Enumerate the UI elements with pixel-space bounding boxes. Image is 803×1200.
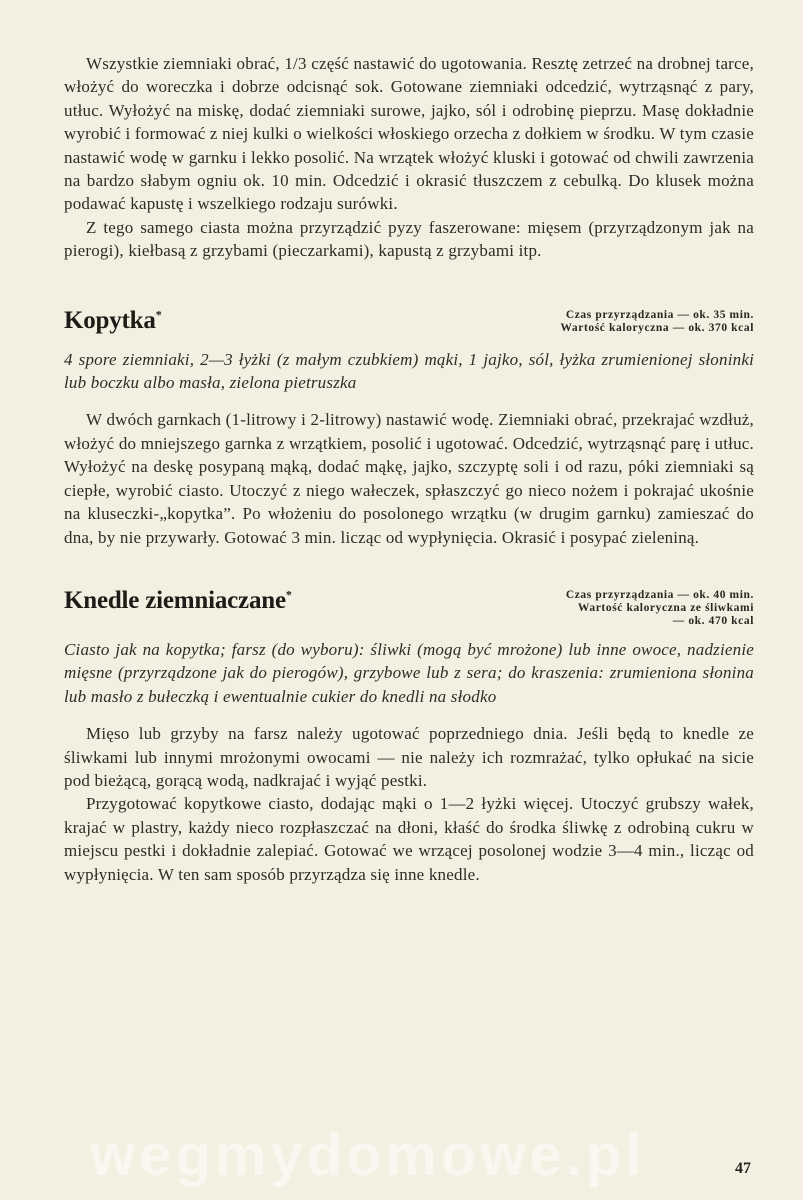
- asterisk-mark: *: [285, 587, 292, 602]
- calories: Wartość kaloryczna — ok. 370 kcal: [560, 321, 754, 334]
- ingredients: Ciasto jak na kopytka; farsz (do wyboru): śliwki (mogą być mrożone) lub inne owoce, nadzienie mięsne (przyrządzone jak do pierogów), grzybowe lub z sera; do kraszenia: zrumieniona słonina lub masło z bułeczką i ewentualnie cukier do knedli na słodko: [64, 639, 754, 706]
- instructions-paragraph: W dwóch garnkach (1-litrowy i 2-litrowy) nastawić wodę. Ziemniaki obrać, przekrajać wzdłuż, włożyć do mniejszego garnka z wrzątkiem, posolić i ugotować. Odcedzić, wytrząsnąć parę i utłuc. Wyłożyć na deskę posypaną mąką, dodać mąkę, jajko, szczyptę soli i od razu, póki ziemniaki są ciepłe, wyrobić ciasto. Utoczyć z niego wałeczek, spłaszczyć go nieco nożem i pokrajać ukośnie na kluseczki-„kopytka”. Po włożeniu do posolonego wrzątku (w drugim garnku) zamieszać do dna, by nie przywarły. Gotować 3 min. licząc od wypłynięcia. Okrasić i posypać zieleniną.: [64, 410, 754, 547]
- calories: Wartość kaloryczna ze śliwkami: [577, 601, 754, 614]
- recipe-title: Kopytka*: [64, 306, 162, 334]
- recipe-kopytka: [64, 307, 754, 549]
- page-number: 47: [735, 1160, 751, 1177]
- ingredients: 4 spore ziemniaki, 2—3 łyżki (z małym czubkiem) mąki, 1 jajko, sól, łyżka zrumienionej słoninki lub boczku albo masła, zielona pietruszka: [64, 349, 754, 393]
- recipe-meta: [566, 587, 754, 628]
- asterisk-mark: *: [155, 307, 162, 322]
- prep-time: Czas przyrządzania — ok. 40 min.: [565, 588, 754, 601]
- intro-paragraph: Wszystkie ziemniaki obrać, 1/3 część nastawić do ugotowania. Resztę zetrzeć na drobnej tarce, włożyć do woreczka i dobrze odcisnąć sok. Gotowane ziemniaki odcedzić, wytrząsnąć z pary, utłuc. Wyłożyć na miskę, dodać ziemniaki surowe, jajko, sól i odrobinę pieprzu. Masę dokładnie wyrobić i formować z niej kulki o wielkości włoskiego orzecha z dołkiem w środku. W tym czasie nastawić wodę w garnku i lekko posolić. Na wrzątek włożyć kluski i gotować od chwili zawrzenia na bardzo słabym ogniu ok. 10 min. Odcedzić i okrasić tłuszczem z cebulką. Do klusek można podawać kapustę i wszelkiego rodzaju surówki.: [64, 54, 754, 214]
- intro-paragraph: Z tego samego ciasta można przyrządzić pyzy faszerowane: mięsem (przyrządzonym jak na pierogi), kiełbasą z grzybami (pieczarkami), kapustą z grzybami itp.: [64, 217, 754, 261]
- intro-section: [64, 52, 754, 263]
- recipe-header: [64, 587, 754, 628]
- prep-time: Czas przyrządzania — ok. 35 min.: [565, 308, 754, 321]
- page-content: [64, 52, 754, 886]
- recipe-header: [64, 307, 754, 335]
- recipe-knedle: [64, 587, 754, 886]
- recipe-meta: [560, 307, 754, 335]
- instructions-paragraph: Przygotować kopytkowe ciasto, dodając mąki o 1—2 łyżki więcej. Utoczyć grubszy wałek, krajać w plastry, każdy nieco rozpłaszczać na dłoni, kłaść do środka śliwkę z odrobiną cukru w miejscu pestki i dokładnie zalepiać. Gotować we wrzącej posolonej wodzie 3—4 min., licząc od wypłynięcia. W ten sam sposób przyrządza się inne knedle.: [64, 794, 754, 884]
- watermark: wegmydomowe.pl: [90, 1123, 646, 1188]
- instructions-paragraph: Mięso lub grzyby na farsz należy ugotować poprzedniego dnia. Jeśli będą to knedle ze śliwkami lub innymi mrożonymi owocami — nie należy ich rozmrażać, tylko opłukać na sicie pod bieżącą, gorącą wodą, nadkrajać i wyjąć pestki.: [64, 724, 754, 790]
- recipe-title: Knedle ziemniaczane*: [64, 586, 292, 614]
- calories-value: — ok. 470 kcal: [672, 614, 754, 627]
